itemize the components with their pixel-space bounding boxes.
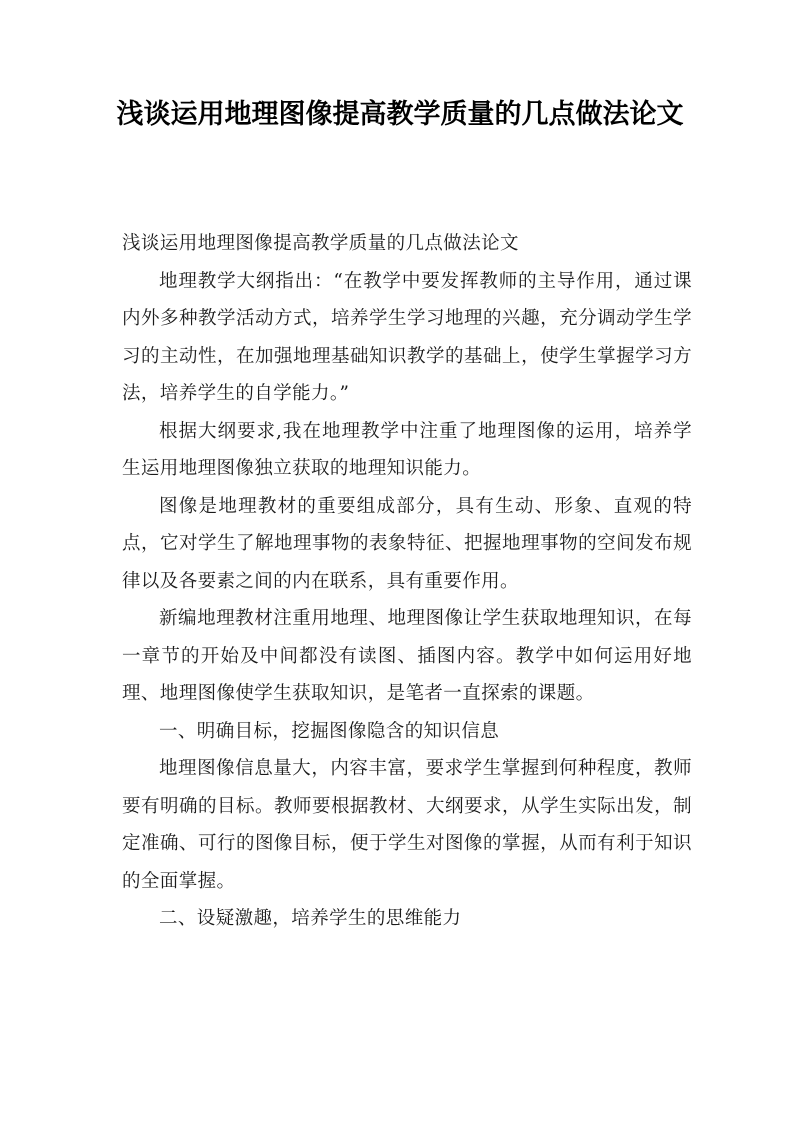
- document-title: 浅谈运用地理图像提高教学质量的几点做法论文: [116, 99, 684, 130]
- section-heading: 二、设疑激趣，培养学生的思维能力: [159, 908, 462, 929]
- paragraph: 图像是地理教材的重要组成部分，具有生动、形象、直观的特点，它对学生了解地理事物的表象特征、把握地理事物的空间发布规律以及各要素之间的内在联系，具有重要作用。: [122, 495, 692, 592]
- paragraph: 新编地理教材注重用地理、地理图像让学生获取地理知识，在每一章节的开始及中间都没有读图、插图内容。教学中如何运用好地理、地理图像使学生获取知识，是笔者一直探索的课题。: [122, 608, 692, 704]
- paragraph: 地理图像信息量大，内容丰富，要求学生掌握到何种程度，教师要有明确的目标。教师要根据教材、大纲要求，从学生实际出发，制定准确、可行的图像目标，便于学生对图像的掌握，从而有利于知识的全面掌握。: [122, 758, 692, 892]
- paragraph: 根据大纲要求,我在地理教学中注重了地理图像的运用，培养学生运用地理图像独立获取的地理知识能力。: [122, 420, 692, 479]
- subtitle-paragraph: 浅谈运用地理图像提高教学质量的几点做法论文: [122, 233, 519, 254]
- section-heading: 一、明确目标，挖掘图像隐含的知识信息: [159, 720, 500, 742]
- paragraph: 地理教学大纲指出：“在教学中要发挥教师的主导作用，通过课内外多种教学活动方式，培养学生学习地理的兴趣，充分调动学生学习的主动性，在加强地理基础知识教学的基础上，使学生掌握学习方法，培养学生的自学能力。”: [122, 270, 692, 404]
- document-body: [122, 225, 692, 938]
